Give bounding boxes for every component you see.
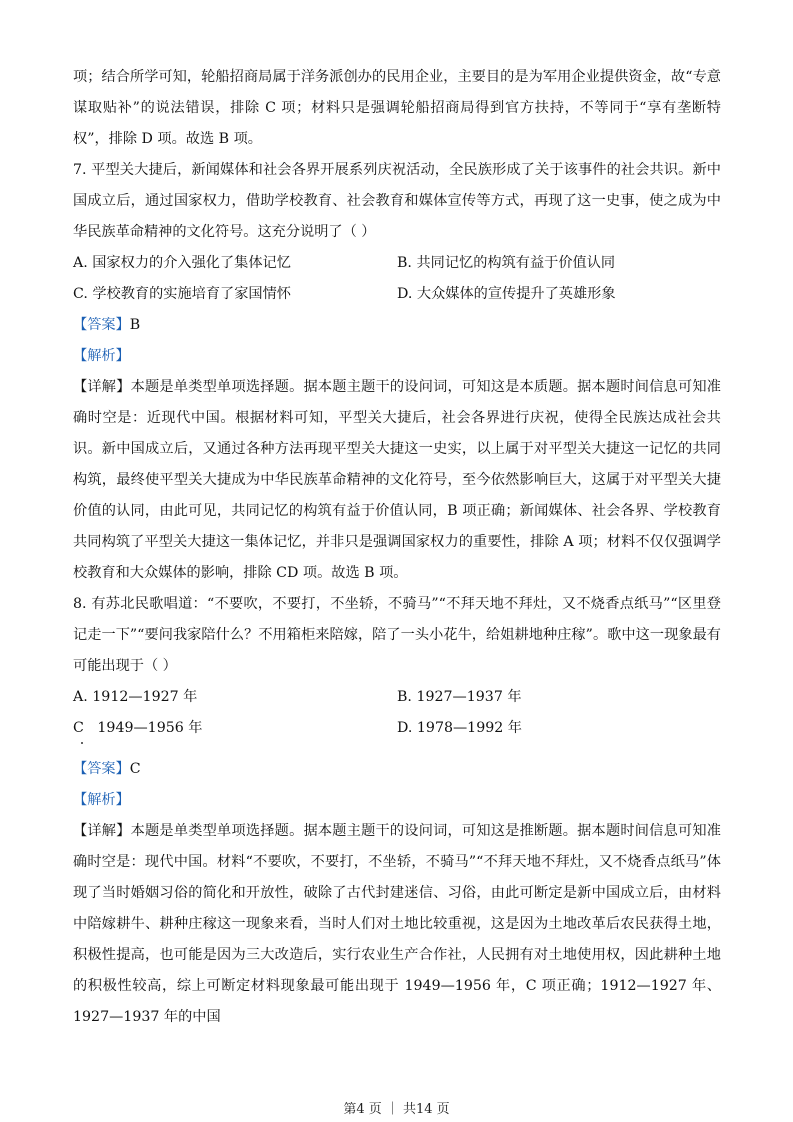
page-footer: 第4 页 ｜ 共14 页 bbox=[343, 1102, 450, 1117]
q7-option-b: B. 共同记忆的构筑有益于价值认同 bbox=[397, 255, 616, 271]
q8-analysis-label: 【解析】 bbox=[73, 792, 130, 808]
q8-option-a: A. 1912—1927 年 bbox=[73, 689, 198, 705]
q7-answer-value: B bbox=[129, 317, 141, 333]
q8-option-d: D. 1978—1992 年 bbox=[397, 720, 522, 736]
q8-detail bbox=[73, 816, 721, 1033]
q7-detail bbox=[73, 372, 721, 589]
q8-detail-label: 【详解】 bbox=[73, 823, 131, 839]
q8-detail-text: 本题是单类型单项选择题。据本题主题干的设问词，可知这是推断题。据本题时间信息可知准确时空是：现代中国。材料“不要吹，不要打，不坐轿，不骑马”“不拜天地不拜灶，又不烧香点纸马”体现了当时婚姻习俗的简化和开放性，破除了古代封建迷信、习俗，由此可断定是新中国成立后，由材料中陪嫁耕牛、耕种庄稼这一现象来看，当时人们对土地比较重视，这是因为土地改革后农民获得土地，积极性提高，也可能是因为三大改造后，实行农业生产合作社，人民拥有对土地使用权，因此耕种土地的积极性较高，综上可断定材料现象最可能出现于 1949—1956 年，C 项正确；1912—1927 年、1927—1937 年的中国 bbox=[73, 823, 721, 1025]
q7-option-c: C. 学校教育的实施培育了家国情怀 bbox=[73, 286, 291, 302]
q8-analysis-heading bbox=[73, 785, 721, 816]
q8-answer-value: C bbox=[129, 761, 141, 777]
q7-detail-text: 本题是单类型单项选择题。据本题主题干的设问词，可知这是本质题。据本题时间信息可知准确时空是：近现代中国。根据材料可知，平型关大捷后，社会各界进行庆祝，使得全民族达成社会共识。新中国成立后，又通过各种方法再现平型关大捷这一史实，以上属于对平型关大捷这一记忆的共同构筑，最终使平型关大捷成为中华民族革命精神的文化符号，至今依然影响巨大，这属于对平型关大捷价值的认同，由此可见，共同记忆的构筑有益于价值认同，B 项正确；新闻媒体、社会各界、学校教育共同构筑了平型关大捷这一集体记忆，并非只是强调国家权力的重要性，排除 A 项；材料不仅仅强调学校教育和大众媒体的影响，排除 CD 项。故选 B 项。 bbox=[73, 379, 721, 581]
question-7-stem: 7. 平型关大捷后，新闻媒体和社会各界开展系列庆祝活动，全民族形成了关于该事件的社会共识。新中国成立后，通过国家权力，借助学校教育、社会教育和媒体宣传等方式，再现了这一史事，使之成为中华民族革命精神的文化符号。这充分说明了（ ） bbox=[73, 162, 721, 240]
q7-option-a: A. 国家权力的介入强化了集体记忆 bbox=[73, 255, 291, 271]
q7-answer-label: 【答案】 bbox=[73, 317, 130, 333]
q7-option-d: D. 大众媒体的宣传提升了英雄形象 bbox=[397, 286, 616, 302]
page-content bbox=[73, 62, 721, 1033]
q8-option-b: B. 1927—1937 年 bbox=[397, 689, 522, 705]
prev-answer-continuation: 项；结合所学可知，轮船招商局属于洋务派创办的民用企业，主要目的是为军用企业提供资金，故“专意谋取贴补”的说法错误，排除 C 项；材料只是强调轮船招商局得到官方扶持，不等同于“享有垄断特权”，排除 D 项。故选 B 项。 bbox=[73, 69, 721, 147]
q8-option-c: C 1949—1956 年 bbox=[73, 720, 203, 736]
q8-answer-label: 【答案】 bbox=[73, 761, 130, 777]
q7-detail-label: 【详解】 bbox=[73, 379, 131, 395]
q8-answer bbox=[73, 754, 721, 785]
q7-analysis-label: 【解析】 bbox=[73, 348, 130, 364]
question-8-stem: 8. 有苏北民歌唱道：“不要吹，不要打，不坐轿，不骑马”“不拜天地不拜灶，又不烧香点纸马”“区里登记走一下”“要问我家陪什么？不用箱柜来陪嫁，陪了一头小花牛，给姐耕地种庄稼”。歌中这一现象最有可能出现于（ ） bbox=[73, 596, 721, 674]
question-7-options bbox=[73, 248, 721, 310]
q7-analysis-heading bbox=[73, 341, 721, 372]
q7-answer bbox=[73, 310, 721, 341]
stray-dot-mark bbox=[81, 742, 83, 744]
question-8-options bbox=[73, 682, 721, 754]
